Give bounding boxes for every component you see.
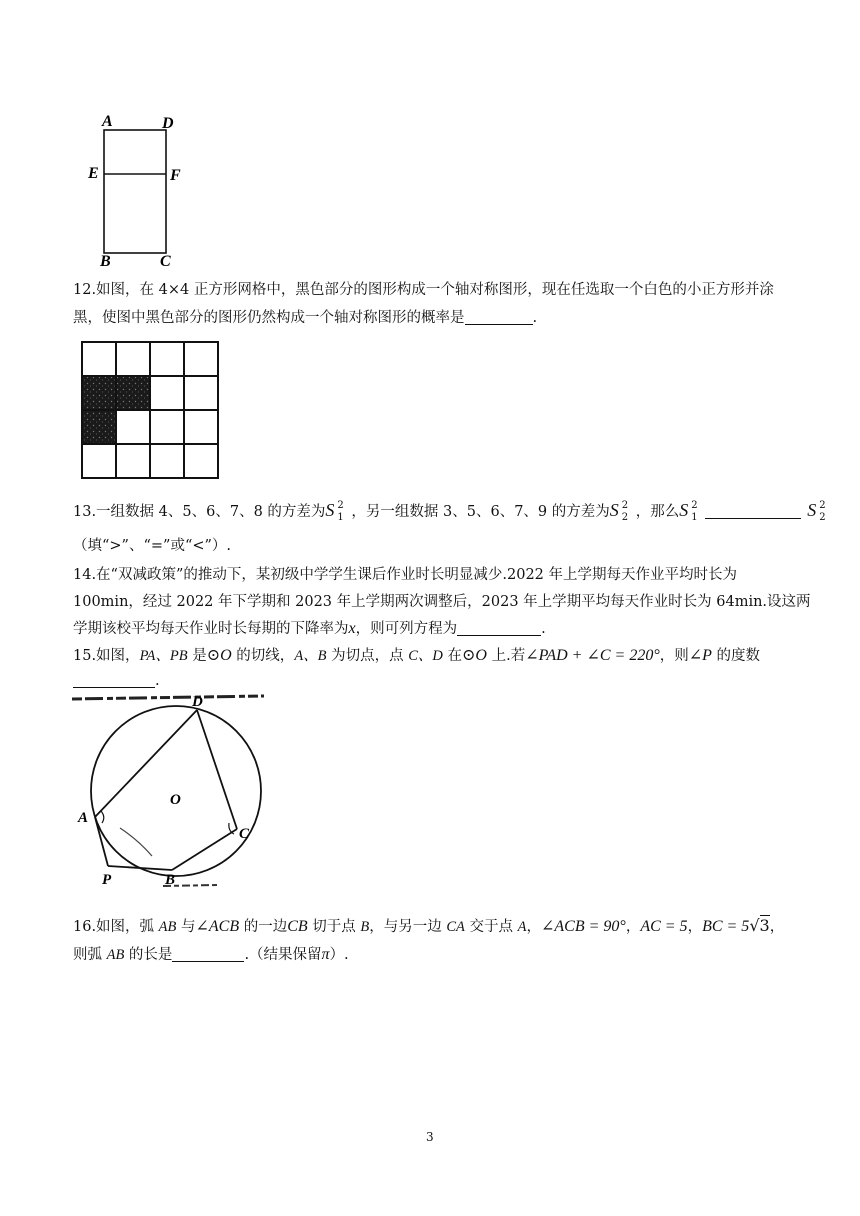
- q16-point-a: A: [517, 919, 527, 935]
- square-grid-figure: [80, 340, 222, 480]
- grid-cell-white: [150, 342, 184, 376]
- q16-arc-ab: AB: [158, 919, 177, 935]
- grid-cell-white: [116, 342, 150, 376]
- q16-side-cb: CB: [287, 918, 308, 935]
- page-number: 3: [426, 1130, 434, 1144]
- label-o: O: [170, 792, 181, 808]
- q16-text-7: ，: [526, 919, 541, 935]
- q16-line2-text-3: .（结果保留: [244, 947, 322, 963]
- q15-text-8: 的度数: [711, 648, 761, 664]
- q14-line1: 14.在“双减政策”的推动下，某初级中学学生课后作业时长明显减少.2022 年上学期每天作业平均时长为: [73, 567, 738, 583]
- grid-cell-black: [82, 410, 116, 444]
- scan-artifact-stroke: [120, 828, 152, 856]
- label-c: C: [160, 253, 171, 268]
- grid-cell-white: [184, 444, 218, 478]
- label-d: D: [192, 694, 203, 710]
- scan-artifact-top: [72, 696, 264, 699]
- q14-line3-text: 学期该校平均每天作业时长每期的下降率为: [73, 621, 349, 637]
- q15-tangents: PA、PB: [139, 648, 188, 664]
- q12-line2-end: .: [532, 310, 538, 326]
- circle-tangent-figure: [68, 690, 278, 890]
- q13-text-3: ，那么: [635, 504, 680, 520]
- q13-text-2: ，另一组数据 3、5、6、7、9 的方差为: [351, 504, 610, 520]
- q16-sep-2: ，: [687, 919, 703, 935]
- q15-text-7: ，则: [659, 648, 689, 664]
- q16-text-6: 交于点: [464, 919, 518, 935]
- q16-text-1: 16.如图，弧: [73, 919, 159, 935]
- q14-answer-blank[interactable]: [457, 621, 541, 636]
- q16-text-2: 与: [176, 919, 196, 935]
- tangent-pb: [108, 866, 172, 870]
- q15-text-1: 15.如图，: [73, 648, 140, 664]
- q16-side-ca: CA: [446, 919, 465, 935]
- q16-line2-text-2: 的长是: [124, 947, 173, 963]
- q16-text-5: ，与另一边: [369, 919, 447, 935]
- q15-tangent-points: A、B: [294, 648, 327, 664]
- segment-cb: [172, 829, 237, 870]
- q12-answer-blank[interactable]: [465, 310, 533, 325]
- q15-answer-blank[interactable]: [73, 673, 155, 688]
- q16-point-b: B: [360, 919, 370, 935]
- q15-text-3: 的切线，: [231, 648, 295, 664]
- circle-o-symbol-2: ⊙O: [462, 647, 487, 664]
- q15-line2-end: .: [155, 673, 160, 689]
- q14-line3: [73, 619, 546, 639]
- q14-line2: 100min，经过 2022 年下学期和 2023 年上学期两次调整后，2023 年上学期平均每天作业时长为 64min.设这两: [73, 594, 811, 610]
- q16-text-4: 切于点: [307, 919, 361, 935]
- q15-text-2: 是: [187, 648, 207, 664]
- label-c: C: [239, 826, 250, 842]
- rectangle-abcd: [104, 130, 166, 253]
- grid-cell-white: [184, 376, 218, 410]
- label-d: D: [162, 115, 174, 132]
- q16-line2-text-4: ）.: [329, 947, 349, 963]
- q15-points-cd: C、D: [408, 648, 443, 664]
- q13-line1: [73, 500, 833, 522]
- grid-cell-white: [184, 342, 218, 376]
- q16-arc-ab-2: AB: [106, 947, 125, 963]
- label-e: E: [88, 165, 99, 182]
- grid-cell-white: [150, 376, 184, 410]
- q15-angle-equation: ∠PAD + ∠C = 220°: [525, 647, 660, 664]
- label-a: A: [102, 113, 113, 130]
- grid-cell-white: [150, 410, 184, 444]
- grid-cell-white: [116, 410, 150, 444]
- q13-text-1: 13.一组数据 4、5、6、7、8 的方差为: [73, 504, 326, 520]
- q15-line1: [73, 646, 760, 666]
- q15-text-5: 在: [442, 648, 463, 664]
- grid-cell-black: [82, 376, 116, 410]
- q12-line2: [73, 308, 537, 328]
- q15-line2: [73, 671, 160, 691]
- q15-angle-p: ∠P: [688, 647, 712, 664]
- grid-cell-black: [116, 376, 150, 410]
- q16-text-3: 的一边: [239, 919, 288, 935]
- segment-dc: [197, 710, 237, 829]
- q14-line3-end: .: [541, 621, 546, 637]
- q16-line2-text-1: 则弧: [73, 947, 107, 963]
- label-p: P: [102, 872, 112, 888]
- q14-line3-text2: ，则可列方程为: [355, 621, 458, 637]
- q16-right-angle: ∠ACB = 90°: [540, 918, 626, 935]
- tangent-pa: [95, 817, 108, 866]
- q16-angle-acb: ∠ACB: [195, 918, 240, 935]
- q12-line2-text: 黑，使图中黑色部分的图形仍然构成一个轴对称图形的概率是: [73, 310, 465, 326]
- s1-squared-compare: S 2 1: [679, 500, 698, 523]
- circle-o-symbol: ⊙O: [206, 647, 232, 664]
- pi-symbol: π: [321, 946, 330, 963]
- s2-squared-compare: S 2 2: [807, 500, 826, 523]
- grid-cell-white: [150, 444, 184, 478]
- q16-answer-blank[interactable]: [172, 947, 244, 962]
- q16-bc-length: BC = 5: [702, 918, 750, 935]
- grid-cell-white: [184, 410, 218, 444]
- s1-squared: S 2 1: [325, 500, 344, 523]
- rectangle-figure: [80, 108, 200, 268]
- segment-ad: [95, 710, 197, 817]
- q16-ac-length: AC = 5: [640, 918, 688, 935]
- q15-text-4: 为切点，点: [326, 648, 409, 664]
- q13-answer-blank[interactable]: [705, 504, 801, 519]
- q16-line2: [73, 945, 349, 965]
- label-f: F: [170, 167, 181, 184]
- s2-squared: S 2 2: [609, 500, 629, 523]
- q16-line1: [73, 916, 784, 937]
- q16-sep-1: ，: [625, 919, 641, 935]
- q14-variable: x: [348, 620, 356, 637]
- q16-text-8: ，: [769, 919, 785, 935]
- label-b: B: [165, 872, 176, 888]
- grid-cell-white: [82, 444, 116, 478]
- q13-line2: （填“>”、“=”或“<”）.: [73, 538, 232, 554]
- angle-mark-a: [101, 811, 104, 823]
- label-b: B: [100, 253, 111, 268]
- label-a: A: [78, 810, 89, 826]
- q12-line1: 12.如图，在 4×4 正方形网格中，黑色部分的图形构成一个轴对称图形，现在任选取一个白色的小正方形并涂: [73, 282, 774, 298]
- grid-cell-white: [116, 444, 150, 478]
- grid-cell-white: [82, 342, 116, 376]
- q15-text-6: 上.若: [486, 648, 526, 664]
- sqrt-sign: √: [749, 916, 760, 935]
- q16-sqrt-radicand: 3: [759, 916, 770, 935]
